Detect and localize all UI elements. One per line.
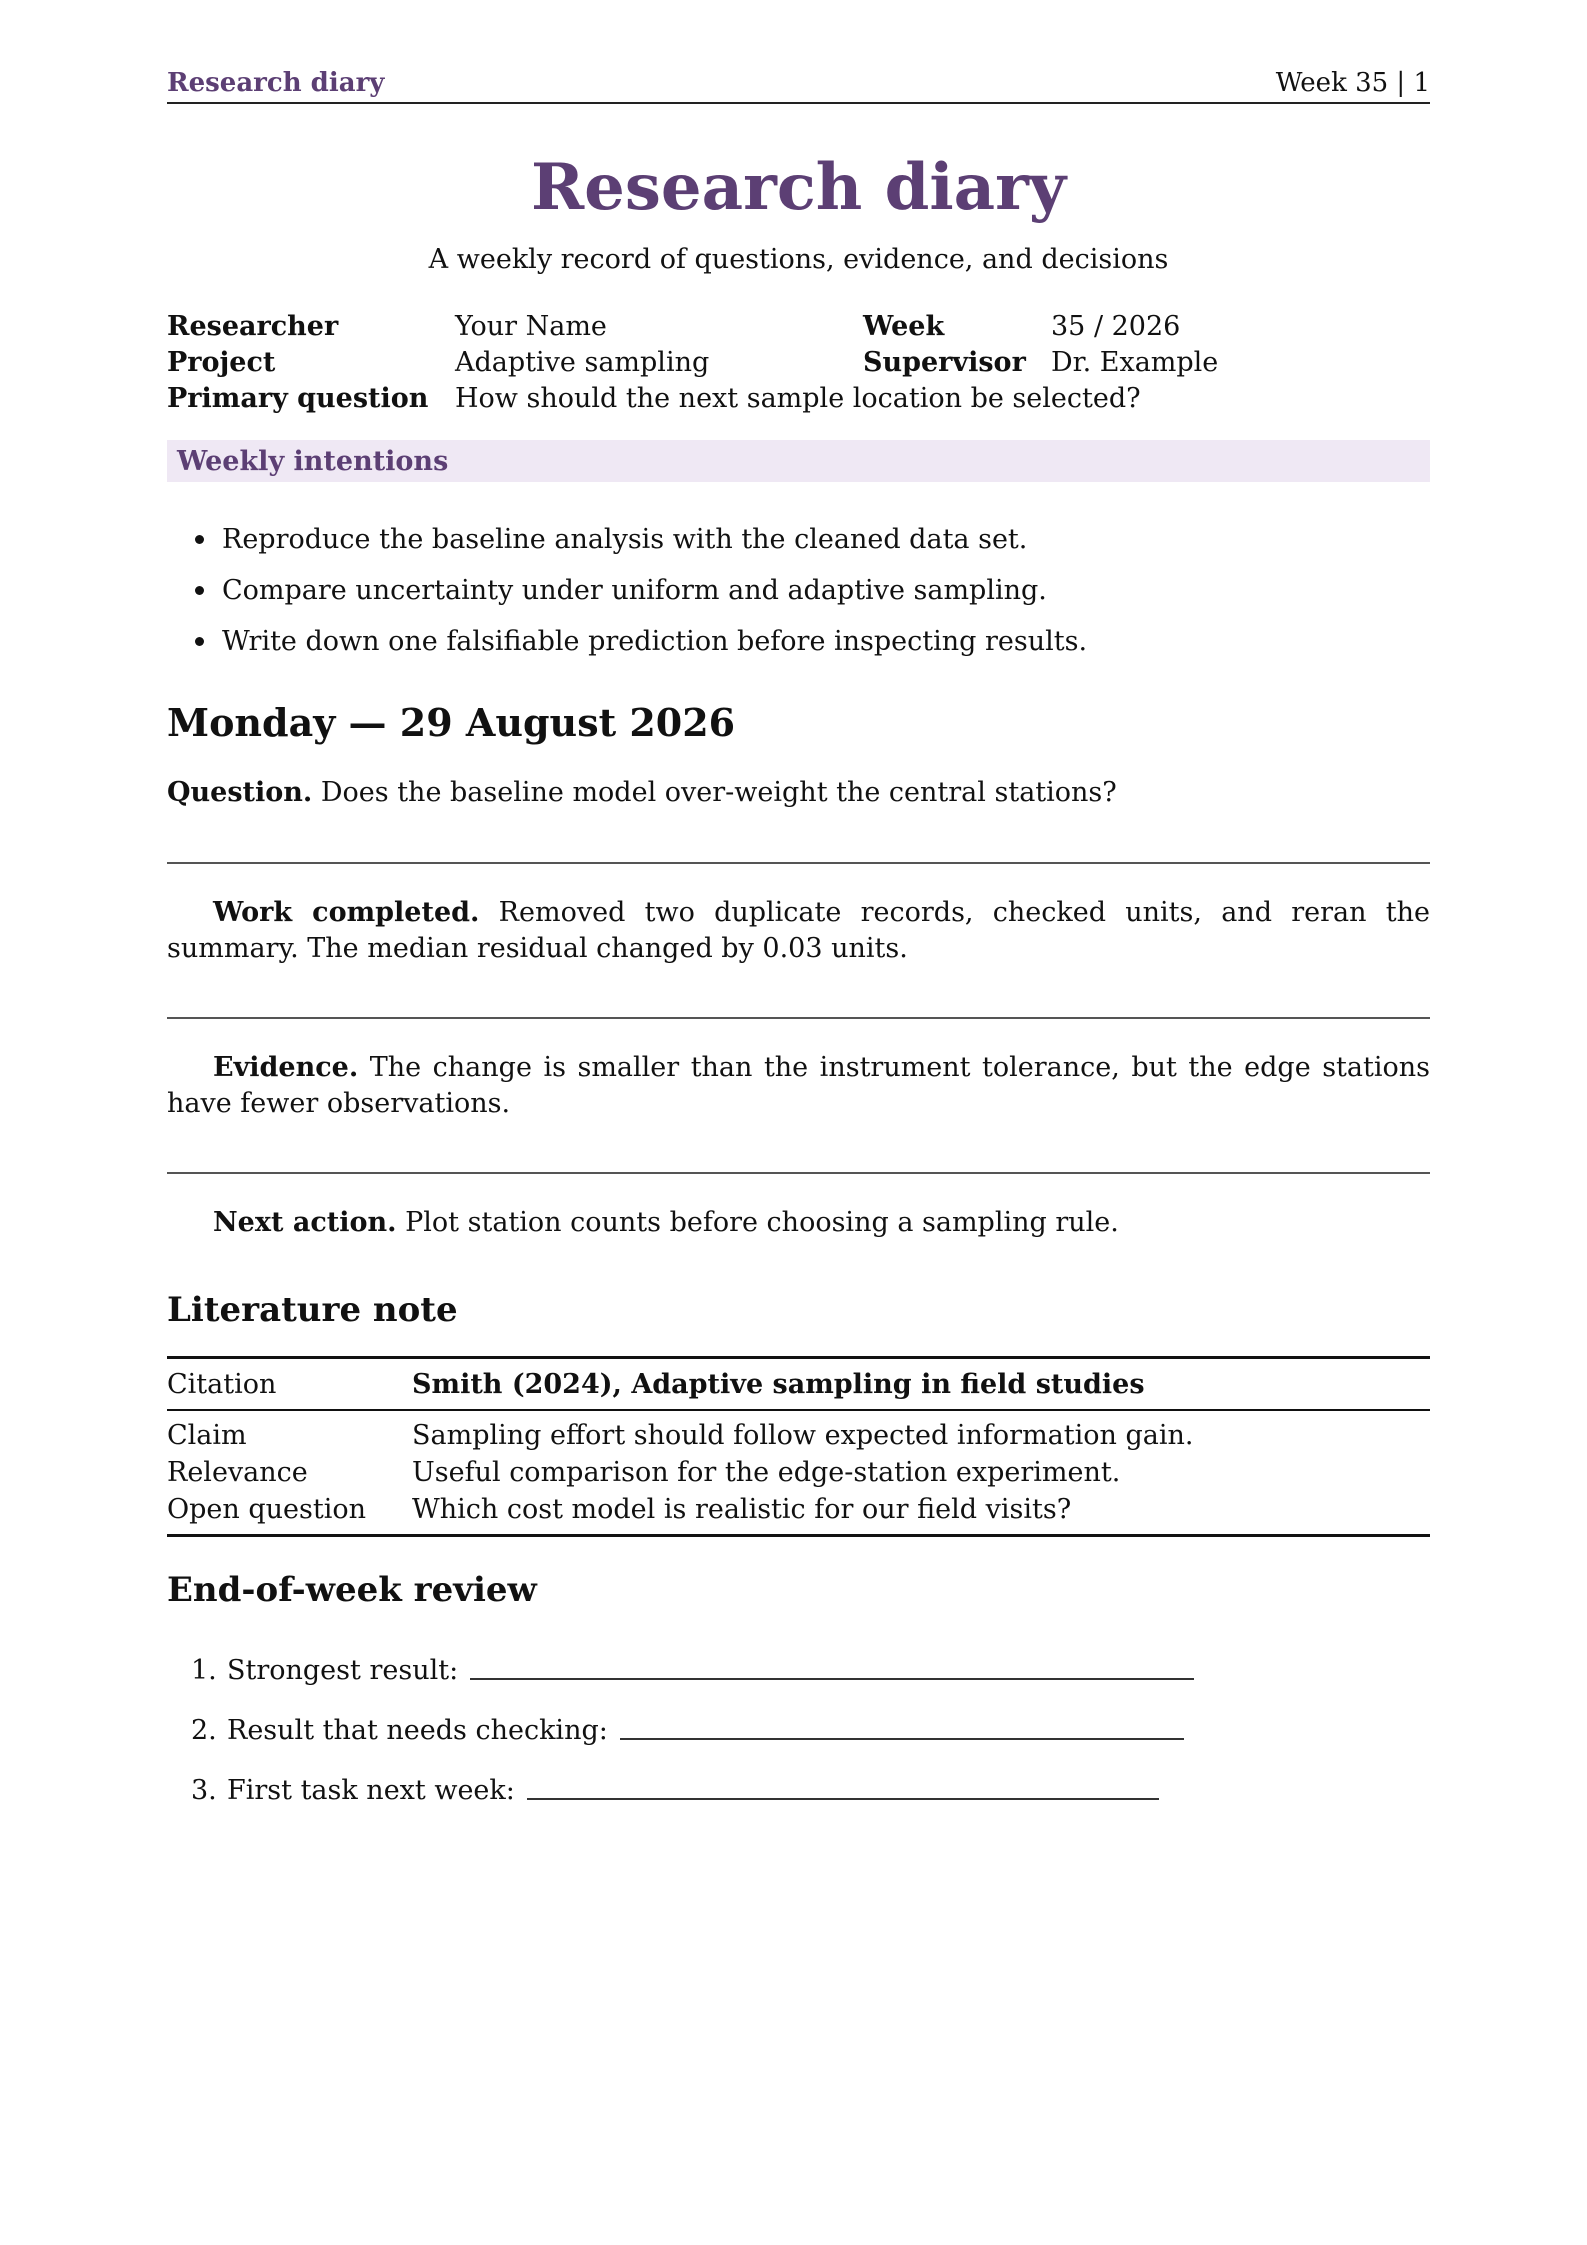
- list-item: [191, 514, 1421, 565]
- evidence-label: Evidence.: [213, 1052, 359, 1083]
- supervisor-value: Dr. Example: [1051, 346, 1219, 378]
- work-text: Removed two duplicate records, checked units, and reran the summary. The median residual changed by 0.03 units.: [167, 897, 1430, 964]
- answer-blank[interactable]: [527, 1780, 1159, 1800]
- primary-question-label: Primary question: [167, 382, 429, 414]
- intention-text: Reproduce the baseline analysis with the cleaned data set.: [222, 524, 1028, 555]
- running-header-title: Research diary: [167, 68, 385, 98]
- supervisor-label: Supervisor: [863, 346, 1026, 378]
- table-header-row: [167, 1359, 1430, 1409]
- literature-table: [167, 1356, 1430, 1537]
- next-action-paragraph: [167, 1205, 1430, 1241]
- running-header-page: Week 35 | 1: [1275, 68, 1430, 98]
- divider: [167, 1172, 1430, 1174]
- row-value: Useful comparison for the edge-station experiment.: [412, 1457, 1121, 1488]
- table-row: [167, 1417, 1430, 1454]
- row-key: Claim: [167, 1420, 247, 1451]
- list-item: [191, 565, 1421, 616]
- day-heading: Monday — 29 August 2026: [167, 700, 736, 745]
- divider: [167, 1017, 1430, 1019]
- metadata-block: [167, 308, 1430, 416]
- meta-row-question: [167, 380, 1430, 416]
- week-value: 35 / 2026: [1051, 310, 1181, 342]
- bullet-icon: [195, 535, 204, 544]
- item-number: 3.: [191, 1774, 217, 1806]
- row-key: Relevance: [167, 1457, 308, 1488]
- table-row: [167, 1454, 1430, 1491]
- running-header: [167, 64, 1430, 104]
- project-value: Adaptive sampling: [455, 346, 710, 378]
- list-item: [191, 1760, 1391, 1820]
- row-key: Open question: [167, 1494, 367, 1525]
- list-item: [191, 1640, 1391, 1700]
- table-body: [167, 1411, 1430, 1534]
- work-completed-paragraph: [167, 895, 1430, 967]
- item-label: First task next week:: [227, 1774, 515, 1806]
- item-label: Strongest result:: [227, 1654, 459, 1686]
- next-label: Next action.: [213, 1207, 397, 1238]
- answer-blank[interactable]: [620, 1720, 1184, 1740]
- question-text: Does the baseline model over-weight the central stations?: [320, 777, 1117, 808]
- week-label: Week: [863, 310, 945, 342]
- researcher-value: Your Name: [455, 310, 607, 342]
- table-row: [167, 1491, 1430, 1528]
- answer-blank[interactable]: [470, 1660, 1194, 1680]
- next-text: Plot station counts before choosing a sampling rule.: [405, 1207, 1119, 1238]
- row-value: Sampling effort should follow expected information gain.: [412, 1420, 1194, 1451]
- list-item: [191, 1700, 1391, 1760]
- item-number: 1.: [191, 1654, 217, 1686]
- intention-text: Compare uncertainty under uniform and adaptive sampling.: [222, 575, 1047, 606]
- evidence-text: The change is smaller than the instrument tolerance, but the edge stations have fewer observations.: [167, 1052, 1430, 1119]
- work-label: Work completed.: [213, 897, 480, 928]
- table-bottom-rule: [167, 1534, 1430, 1537]
- divider: [167, 862, 1430, 864]
- evidence-paragraph: [167, 1050, 1430, 1122]
- citation-value: Smith (2024), Adaptive sampling in field studies: [412, 1368, 1145, 1400]
- bullet-icon: [195, 586, 204, 595]
- bullet-icon: [195, 637, 204, 646]
- page-subtitle: A weekly record of questions, evidence, and decisions: [428, 244, 1169, 275]
- question-label: Question.: [167, 777, 313, 808]
- project-label: Project: [167, 346, 276, 378]
- meta-row-project: [167, 344, 1430, 380]
- list-item: [191, 616, 1421, 667]
- intentions-list: [191, 514, 1421, 667]
- weekly-intentions-heading: Weekly intentions: [167, 440, 1430, 482]
- page-title: Research diary: [530, 150, 1067, 225]
- intention-text: Write down one falsifiable prediction before inspecting results.: [222, 626, 1088, 657]
- meta-row-researcher: [167, 308, 1430, 344]
- item-number: 2.: [191, 1714, 217, 1746]
- review-list: [191, 1640, 1391, 1820]
- review-heading: End-of-week review: [167, 1570, 537, 1610]
- day-question: [167, 777, 1430, 808]
- row-value: Which cost model is realistic for our field visits?: [412, 1494, 1072, 1525]
- item-label: Result that needs checking:: [227, 1714, 608, 1746]
- literature-heading: Literature note: [167, 1290, 458, 1330]
- primary-question-value: How should the next sample location be selected?: [455, 382, 1141, 414]
- citation-label: Citation: [167, 1368, 277, 1400]
- researcher-label: Researcher: [167, 310, 339, 342]
